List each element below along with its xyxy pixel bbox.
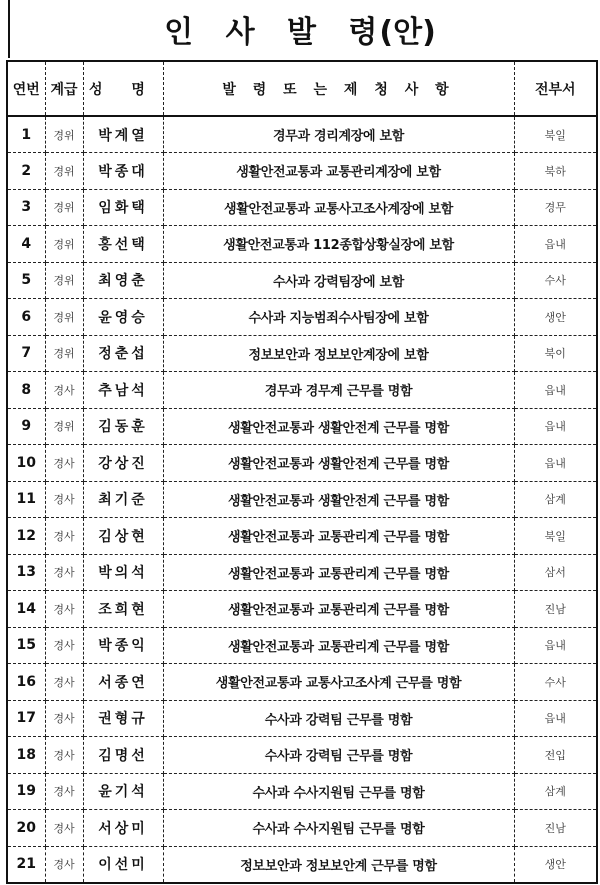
row-order: 경무과 경리계장에 보함 xyxy=(163,116,514,153)
table-row xyxy=(7,846,597,883)
row-previous-dept: 진남 xyxy=(514,591,597,628)
row-number: 2 xyxy=(7,153,45,190)
row-order: 정보보안과 정보보안계장에 보함 xyxy=(163,335,514,372)
row-name: 임화택 xyxy=(83,189,163,226)
row-order: 생활안전교통과 교통관리계 근무를 명함 xyxy=(163,554,514,591)
table-row xyxy=(7,116,597,153)
row-previous-dept: 북일 xyxy=(514,518,597,555)
table-row xyxy=(7,554,597,591)
row-number: 16 xyxy=(7,664,45,701)
row-number: 12 xyxy=(7,518,45,555)
table-row xyxy=(7,518,597,555)
table-row xyxy=(7,773,597,810)
row-number: 19 xyxy=(7,773,45,810)
row-rank: 경위 xyxy=(45,408,83,445)
row-order: 정보보안과 정보보안계 근무를 명함 xyxy=(163,846,514,883)
row-order: 생활안전교통과 생활안전계 근무를 명함 xyxy=(163,445,514,482)
table-row xyxy=(7,627,597,664)
row-order: 생활안전교통과 교통관리계 근무를 명함 xyxy=(163,591,514,628)
document-title xyxy=(164,7,436,51)
row-number: 7 xyxy=(7,335,45,372)
row-number: 21 xyxy=(7,846,45,883)
row-order: 생활안전교통과 교통사고조사계 근무를 명함 xyxy=(163,664,514,701)
row-order: 경무과 경무계 근무를 명함 xyxy=(163,372,514,409)
row-number: 1 xyxy=(7,116,45,153)
row-number: 17 xyxy=(7,700,45,737)
header-rank: 계급 xyxy=(45,61,83,116)
table-body xyxy=(7,116,597,883)
row-previous-dept: 북일 xyxy=(514,116,597,153)
row-previous-dept: 삼계 xyxy=(514,481,597,518)
row-rank: 경사 xyxy=(45,846,83,883)
row-order: 수사과 강력팀 근무를 명함 xyxy=(163,737,514,774)
table-header xyxy=(7,61,597,116)
row-rank: 경사 xyxy=(45,627,83,664)
table-row xyxy=(7,700,597,737)
row-previous-dept: 읍내 xyxy=(514,226,597,263)
row-order: 수사과 수사지원팀 근무를 명함 xyxy=(163,810,514,847)
row-name: 조희현 xyxy=(83,591,163,628)
row-order: 수사과 강력팀 근무를 명함 xyxy=(163,700,514,737)
row-previous-dept: 수사 xyxy=(514,262,597,299)
row-name: 추남석 xyxy=(83,372,163,409)
row-rank: 경사 xyxy=(45,664,83,701)
title-suffix: (안) xyxy=(379,15,436,50)
row-rank: 경사 xyxy=(45,591,83,628)
row-order: 생활안전교통과 생활안전계 근무를 명함 xyxy=(163,408,514,445)
personnel-orders-table xyxy=(6,60,598,884)
row-previous-dept: 삼서 xyxy=(514,554,597,591)
row-name: 김상현 xyxy=(83,518,163,555)
row-previous-dept: 수사 xyxy=(514,664,597,701)
table-row xyxy=(7,262,597,299)
row-rank: 경사 xyxy=(45,481,83,518)
row-number: 18 xyxy=(7,737,45,774)
row-order: 생활안전교통과 생활안전계 근무를 명함 xyxy=(163,481,514,518)
row-order: 생활안전교통과 교통관리계 근무를 명함 xyxy=(163,518,514,555)
row-order: 수사과 수사지원팀 근무를 명함 xyxy=(163,773,514,810)
row-rank: 경위 xyxy=(45,335,83,372)
header-dept: 전부서 xyxy=(514,61,597,116)
row-number: 4 xyxy=(7,226,45,263)
row-name: 권형규 xyxy=(83,700,163,737)
row-number: 14 xyxy=(7,591,45,628)
row-rank: 경위 xyxy=(45,299,83,336)
row-name: 박종익 xyxy=(83,627,163,664)
row-previous-dept: 삼계 xyxy=(514,773,597,810)
table-row xyxy=(7,810,597,847)
row-name: 김명선 xyxy=(83,737,163,774)
row-previous-dept: 읍내 xyxy=(514,627,597,664)
header-row xyxy=(7,61,597,116)
row-number: 10 xyxy=(7,445,45,482)
row-order: 생활안전교통과 교통사고조사계장에 보함 xyxy=(163,189,514,226)
table-row xyxy=(7,445,597,482)
row-previous-dept: 전입 xyxy=(514,737,597,774)
row-rank: 경사 xyxy=(45,773,83,810)
row-name: 최기준 xyxy=(83,481,163,518)
table-row xyxy=(7,226,597,263)
row-name: 윤영승 xyxy=(83,299,163,336)
row-order: 생활안전교통과 교통관리계 근무를 명함 xyxy=(163,627,514,664)
row-rank: 경사 xyxy=(45,518,83,555)
row-name: 정춘섭 xyxy=(83,335,163,372)
table-row xyxy=(7,372,597,409)
row-name: 서상미 xyxy=(83,810,163,847)
table-row xyxy=(7,408,597,445)
row-rank: 경사 xyxy=(45,554,83,591)
row-rank: 경위 xyxy=(45,153,83,190)
header-no: 연번 xyxy=(7,61,45,116)
row-name: 윤기석 xyxy=(83,773,163,810)
row-rank: 경위 xyxy=(45,189,83,226)
row-name: 박계열 xyxy=(83,116,163,153)
row-name: 이선미 xyxy=(83,846,163,883)
row-rank: 경사 xyxy=(45,810,83,847)
row-name: 박의석 xyxy=(83,554,163,591)
row-previous-dept: 읍내 xyxy=(514,372,597,409)
row-rank: 경사 xyxy=(45,700,83,737)
row-number: 11 xyxy=(7,481,45,518)
row-name: 홍선택 xyxy=(83,226,163,263)
table-row xyxy=(7,299,597,336)
row-previous-dept: 생안 xyxy=(514,846,597,883)
row-rank: 경위 xyxy=(45,116,83,153)
row-number: 8 xyxy=(7,372,45,409)
table-row xyxy=(7,153,597,190)
header-name: 성 명 xyxy=(83,61,163,116)
row-name: 강상진 xyxy=(83,445,163,482)
table-row xyxy=(7,335,597,372)
row-name: 박종대 xyxy=(83,153,163,190)
row-previous-dept: 북하 xyxy=(514,153,597,190)
row-order: 수사과 강력팀장에 보함 xyxy=(163,262,514,299)
row-previous-dept: 읍내 xyxy=(514,408,597,445)
table-row xyxy=(7,591,597,628)
row-previous-dept: 진남 xyxy=(514,810,597,847)
row-number: 20 xyxy=(7,810,45,847)
row-number: 3 xyxy=(7,189,45,226)
title-row xyxy=(0,0,600,58)
table-row xyxy=(7,737,597,774)
row-number: 6 xyxy=(7,299,45,336)
row-number: 15 xyxy=(7,627,45,664)
row-order: 수사과 지능범죄수사팀장에 보함 xyxy=(163,299,514,336)
row-previous-dept: 읍내 xyxy=(514,445,597,482)
row-name: 서종연 xyxy=(83,664,163,701)
table-row xyxy=(7,481,597,518)
row-name: 김동훈 xyxy=(83,408,163,445)
row-rank: 경사 xyxy=(45,737,83,774)
row-order: 생활안전교통과 교통관리계장에 보함 xyxy=(163,153,514,190)
row-previous-dept: 생안 xyxy=(514,299,597,336)
row-previous-dept: 읍내 xyxy=(514,700,597,737)
title-main: 인 사 발 령 xyxy=(164,15,380,50)
table-row xyxy=(7,664,597,701)
row-previous-dept: 북이 xyxy=(514,335,597,372)
row-number: 9 xyxy=(7,408,45,445)
row-order: 생활안전교통과 112종합상황실장에 보함 xyxy=(163,226,514,263)
row-rank: 경사 xyxy=(45,445,83,482)
row-rank: 경위 xyxy=(45,262,83,299)
row-number: 13 xyxy=(7,554,45,591)
row-rank: 경위 xyxy=(45,226,83,263)
row-previous-dept: 경무 xyxy=(514,189,597,226)
header-order: 발 령 또 는 제 청 사 항 xyxy=(163,61,514,116)
row-number: 5 xyxy=(7,262,45,299)
row-rank: 경사 xyxy=(45,372,83,409)
table-row xyxy=(7,189,597,226)
row-name: 최영춘 xyxy=(83,262,163,299)
